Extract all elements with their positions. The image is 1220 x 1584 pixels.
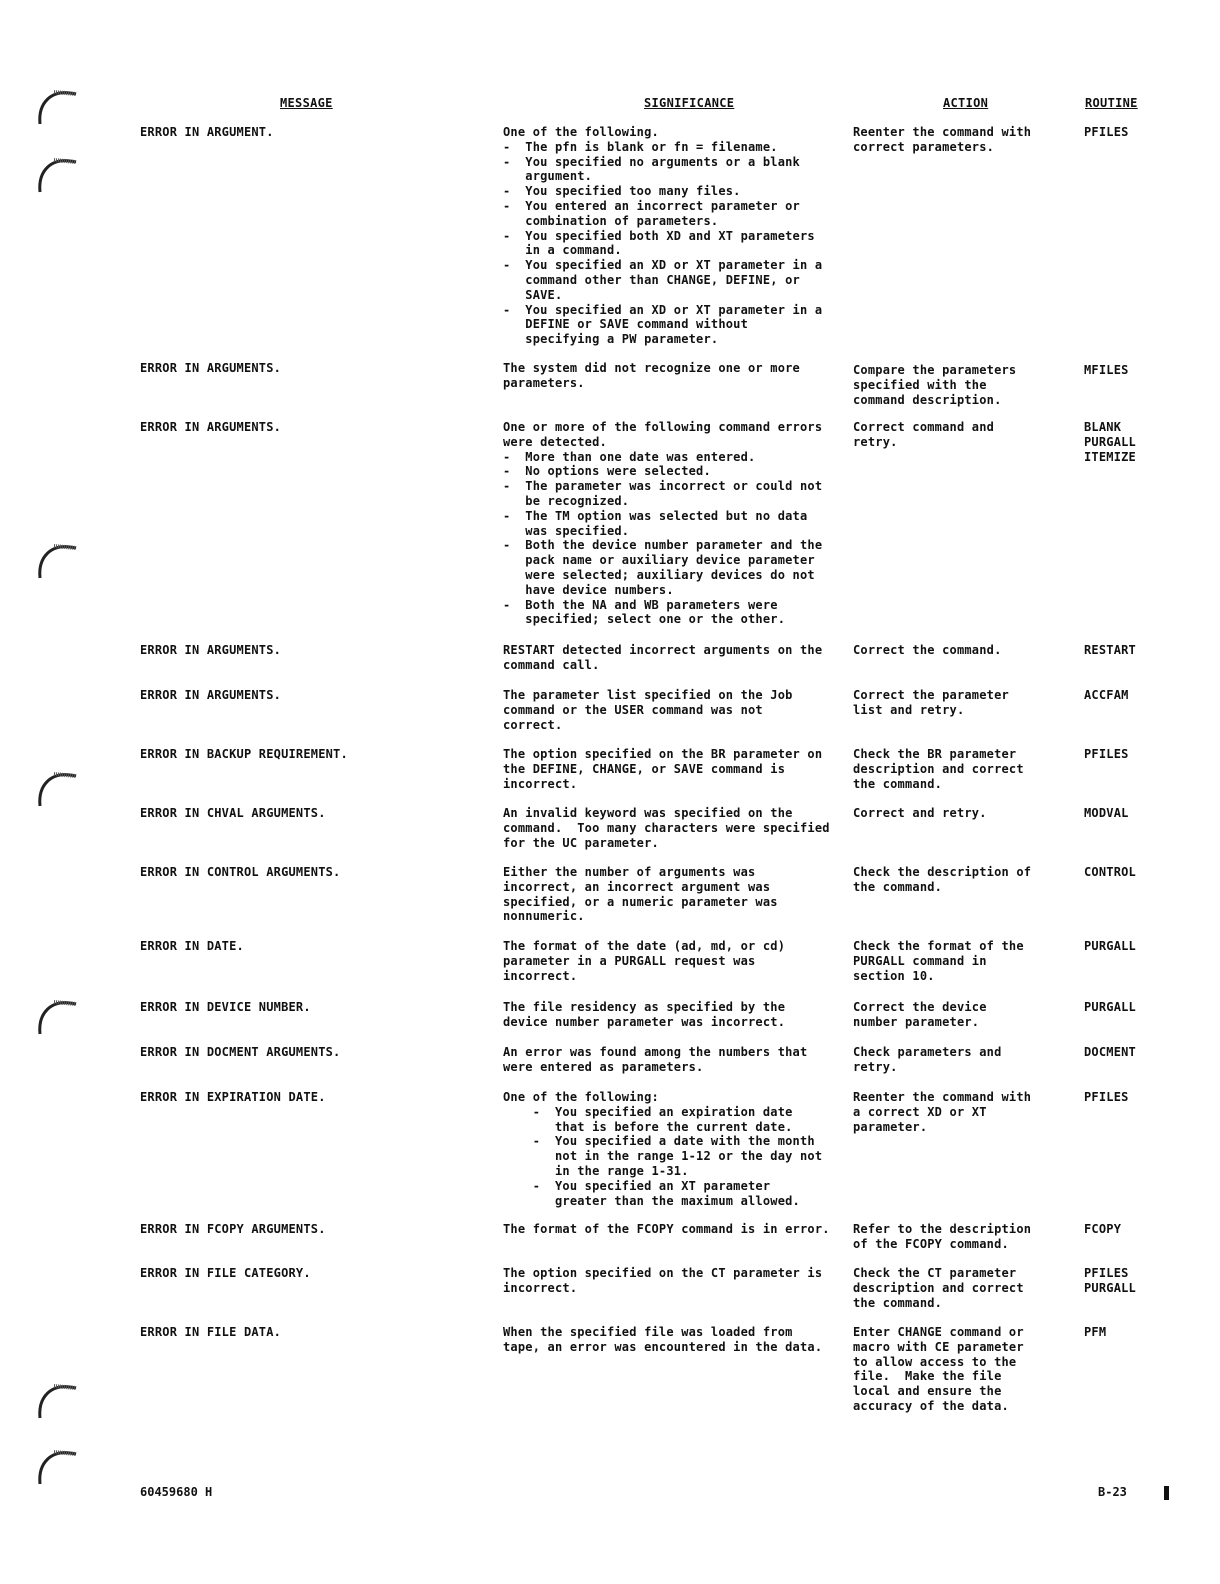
action-cell: Correct command and retry. [853, 420, 995, 449]
message-cell: ERROR IN ARGUMENTS. [140, 643, 282, 657]
header-routine: ROUTINE [1085, 96, 1138, 110]
message-cell: ERROR IN ARGUMENTS. [140, 688, 282, 702]
binder-ring-mark [36, 1378, 80, 1420]
action-cell: Reenter the command with a correct XD or XT parameter. [853, 1090, 1032, 1134]
action-cell: Check the CT parameter description and correct the command. [853, 1266, 1024, 1310]
routine-cell: FCOPY [1084, 1222, 1122, 1236]
message-cell: ERROR IN FCOPY ARGUMENTS. [140, 1222, 326, 1236]
action-cell: Check parameters and retry. [853, 1045, 1002, 1074]
significance-cell: An error was found among the numbers that were entered as parameters. [503, 1045, 808, 1074]
significance-cell: One of the following. - The pfn is blank or fn = filename. - You specified no arguments or a blank argument. - You specified too many files. - You entered an incorrect parameter or combination of parameters. - You specified both XD and XT parameters in a command. - You specified an XD or XT parameter in a command other than CHANGE, DEFINE, or SAVE. - You specified an XD or XT parameter in a DEFINE or SAVE command without specifying a PW parameter. [503, 125, 823, 347]
significance-cell: The system did not recognize one or more parameters. [503, 361, 800, 390]
routine-cell: PFILES [1084, 1090, 1129, 1104]
action-cell: Check the description of the command. [853, 865, 1032, 894]
action-cell: Correct and retry. [853, 806, 987, 820]
routine-cell: MFILES [1084, 363, 1129, 377]
message-cell: ERROR IN FILE DATA. [140, 1325, 282, 1339]
binder-ring-mark [36, 152, 80, 194]
action-cell: Correct the device number parameter. [853, 1000, 987, 1029]
routine-cell: MODVAL [1084, 806, 1129, 820]
revision-bar [1164, 1486, 1169, 1500]
significance-cell: Either the number of arguments was incorrect, an incorrect argument was specified, or a numeric parameter was nonnumeric. [503, 865, 778, 924]
routine-cell: PFILES [1084, 747, 1129, 761]
routine-cell: PFILES PURGALL [1084, 1266, 1136, 1295]
message-cell: ERROR IN CONTROL ARGUMENTS. [140, 865, 341, 879]
significance-cell: The file residency as specified by the device number parameter was incorrect. [503, 1000, 786, 1029]
message-cell: ERROR IN FILE CATEGORY. [140, 1266, 311, 1280]
significance-cell: When the specified file was loaded from tape, an error was encountered in the data. [503, 1325, 823, 1354]
routine-cell: PURGALL [1084, 1000, 1136, 1014]
significance-cell: The option specified on the BR parameter on the DEFINE, CHANGE, or SAVE command is incorrect. [503, 747, 823, 791]
binder-ring-mark [36, 84, 80, 126]
binder-ring-mark [36, 766, 80, 808]
significance-cell: One or more of the following command errors were detected. - More than one date was entered. - No options were selected. - The parameter was incorrect or could not be recognized. - The TM option was selected but no data was specified. - Both the device number parameter and the pack name or auxiliary device parameter were selected; auxiliary devices do not have device numbers. - Both the NA and WB parameters were specified; select one or the other. [503, 420, 823, 627]
message-cell: ERROR IN ARGUMENTS. [140, 420, 282, 434]
routine-cell: PFM [1084, 1325, 1107, 1339]
binder-ring-mark [36, 538, 80, 580]
header-message: MESSAGE [280, 96, 333, 110]
action-cell: Compare the parameters specified with the command description. [853, 363, 1017, 407]
routine-cell: PURGALL [1084, 939, 1136, 953]
significance-cell: The format of the FCOPY command is in error. [503, 1222, 830, 1236]
message-cell: ERROR IN DOCMENT ARGUMENTS. [140, 1045, 341, 1059]
routine-cell: PFILES [1084, 125, 1129, 139]
message-cell: ERROR IN ARGUMENTS. [140, 361, 282, 375]
routine-cell: BLANK PURGALL ITEMIZE [1084, 420, 1136, 464]
significance-cell: The option specified on the CT parameter is incorrect. [503, 1266, 823, 1295]
action-cell: Reenter the command with correct parameters. [853, 125, 1032, 154]
action-cell: Check the BR parameter description and correct the command. [853, 747, 1024, 791]
header-significance: SIGNIFICANCE [644, 96, 735, 110]
significance-cell: The parameter list specified on the Job command or the USER command was not correct. [503, 688, 793, 732]
routine-cell: CONTROL [1084, 865, 1136, 879]
message-cell: ERROR IN ARGUMENT. [140, 125, 274, 139]
message-cell: ERROR IN EXPIRATION DATE. [140, 1090, 326, 1104]
significance-cell: RESTART detected incorrect arguments on the command call. [503, 643, 823, 672]
page-number: B-23 [1098, 1485, 1127, 1499]
binder-ring-mark [36, 994, 80, 1036]
significance-cell: The format of the date (ad, md, or cd) parameter in a PURGALL request was incorrect. [503, 939, 786, 983]
routine-cell: RESTART [1084, 643, 1136, 657]
message-cell: ERROR IN DATE. [140, 939, 244, 953]
document-number: 60459680 H [140, 1485, 213, 1499]
message-cell: ERROR IN DEVICE NUMBER. [140, 1000, 311, 1014]
message-cell: ERROR IN BACKUP REQUIREMENT. [140, 747, 348, 761]
binder-ring-mark [36, 1444, 80, 1486]
action-cell: Correct the parameter list and retry. [853, 688, 1009, 717]
significance-cell: One of the following: - You specified an expiration date that is before the current date. - You specified a date with the month not in the range 1-12 or the day not in the range 1-31. - You specified an XT parameter greater than the maximum allowed. [503, 1090, 823, 1208]
message-cell: ERROR IN CHVAL ARGUMENTS. [140, 806, 326, 820]
significance-cell: An invalid keyword was specified on the command. Too many characters were specified for the UC parameter. [503, 806, 830, 850]
action-cell: Check the format of the PURGALL command in section 10. [853, 939, 1024, 983]
routine-cell: DOCMENT [1084, 1045, 1136, 1059]
action-cell: Correct the command. [853, 643, 1002, 657]
header-action: ACTION [943, 96, 989, 110]
routine-cell: ACCFAM [1084, 688, 1129, 702]
action-cell: Refer to the description of the FCOPY command. [853, 1222, 1032, 1251]
action-cell: Enter CHANGE command or macro with CE parameter to allow access to the file. Make the file local and ensure the accuracy of the data. [853, 1325, 1024, 1413]
